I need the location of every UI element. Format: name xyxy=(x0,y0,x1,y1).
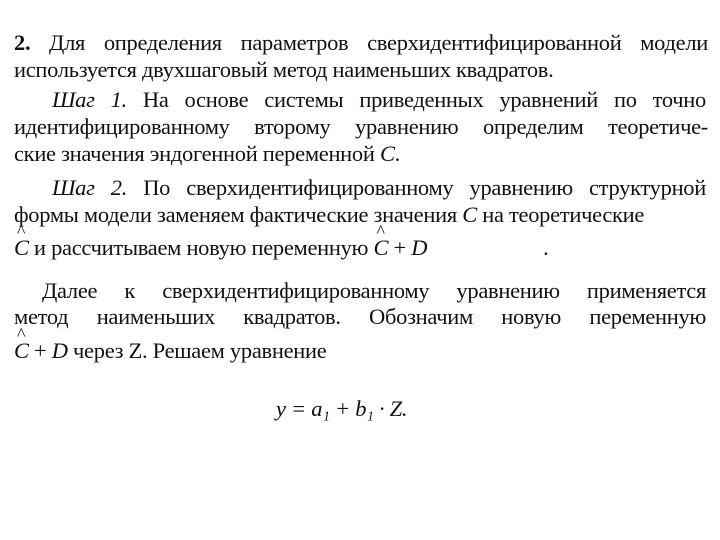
paragraph1-line1 xyxy=(14,30,708,56)
step2-line1 xyxy=(52,175,706,201)
endogenous-variable: C xyxy=(379,141,395,166)
step2-line3-end: . xyxy=(543,235,549,260)
step1-line2: идентифицированному второму уравнению определим теоретиче- xyxy=(14,114,708,139)
step2-line2-end: на теоретические xyxy=(476,202,645,227)
theoretical-variable: ^ C xyxy=(14,235,29,261)
new-variable-c-hat: ^ C xyxy=(373,235,388,261)
paragraph1-line2: используется двухшаговый метод наименьших квадратов. xyxy=(14,57,554,82)
plus-sign: + xyxy=(28,338,52,363)
step2-line1-text: По сверхидентифицированному уравнению структурной xyxy=(127,175,707,200)
step2-line3-text: и рассчитываем новую переменную xyxy=(28,235,374,260)
step1-line3-end: . xyxy=(394,141,400,166)
variable-d: D xyxy=(411,235,428,260)
step1-line3 xyxy=(14,141,400,167)
paragraph2-line3-text: через Z. Решаем уравнение xyxy=(67,338,327,363)
paragraph2-line1: Далее к сверхидентифицированному уравнению применяется xyxy=(42,278,706,303)
paragraph-number: 2. xyxy=(14,30,31,55)
step2-line3 xyxy=(14,235,548,261)
paragraph2-line2: метод наименьших квадратов. Обозначим новую переменную xyxy=(14,304,706,329)
new-variable-c-hat: ^ C xyxy=(14,338,29,364)
step1-label: Шаг 1. xyxy=(52,87,127,112)
plus-sign: + xyxy=(388,235,412,260)
step1-line1-text: На основе системы приведенных уравнений по точно xyxy=(126,87,706,112)
step2-line2 xyxy=(14,202,644,228)
regression-equation: y = a₁ + b₁ · Z. xyxy=(276,396,408,421)
step2-line2-text: формы модели заменяем фактические значения xyxy=(14,202,463,227)
paragraph2-line3 xyxy=(14,338,326,364)
step2-label: Шаг 2. xyxy=(52,175,128,200)
paragraph1-line1-text: Для определения параметров сверхидентифицированной модели xyxy=(30,30,708,55)
actual-variable: C xyxy=(462,202,477,227)
variable-d: D xyxy=(51,338,68,363)
step1-line3-text: ские значения эндогенной переменной xyxy=(14,141,380,166)
step1-line1 xyxy=(52,87,706,113)
